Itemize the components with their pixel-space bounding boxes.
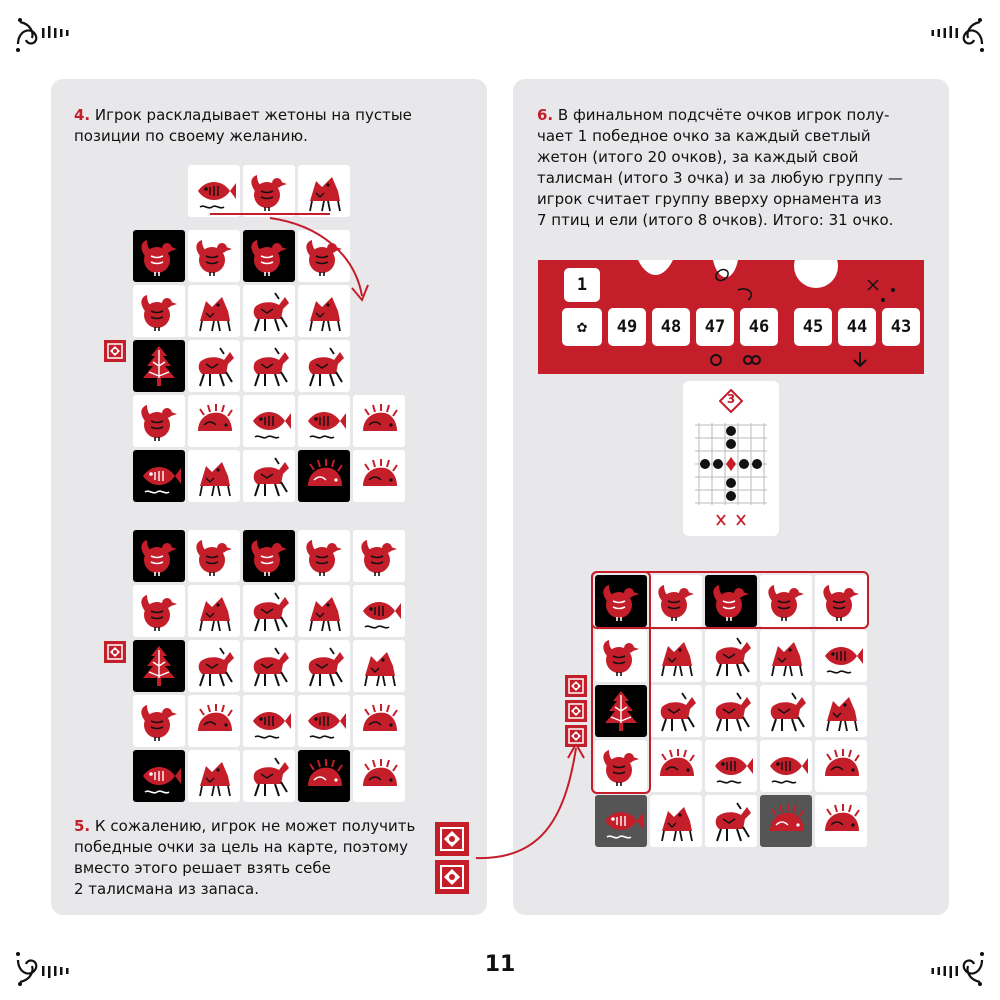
fox-tile bbox=[188, 450, 240, 502]
bird-tile bbox=[188, 230, 240, 282]
bird-icon bbox=[302, 234, 346, 278]
fish-tile bbox=[188, 165, 240, 217]
horse-tile bbox=[705, 630, 757, 682]
bird-icon bbox=[247, 234, 291, 278]
horse-tile bbox=[243, 450, 295, 502]
ornament-corner-top-left bbox=[12, 14, 82, 54]
fish-tile bbox=[595, 795, 647, 847]
bird-icon bbox=[357, 534, 401, 578]
hedgehog-icon bbox=[302, 454, 346, 498]
horse-tile bbox=[188, 340, 240, 392]
ornament-corner-bottom-right bbox=[918, 950, 988, 990]
horse-tile bbox=[243, 285, 295, 337]
bird-icon bbox=[654, 579, 698, 623]
fish-tile bbox=[298, 695, 350, 747]
hedgehog-icon bbox=[357, 754, 401, 798]
score-box: 43 bbox=[882, 308, 920, 346]
fox-tile bbox=[188, 285, 240, 337]
step6-line: 7 птиц и ели (итого 8 очков). Итого: 31 очко. bbox=[537, 211, 894, 229]
bird-icon bbox=[764, 579, 808, 623]
bird-icon bbox=[599, 579, 643, 623]
score-box: 47 bbox=[696, 308, 734, 346]
horse-icon bbox=[654, 689, 698, 733]
horse-icon bbox=[764, 689, 808, 733]
arrow-down-icon bbox=[854, 352, 866, 366]
bird-tile bbox=[133, 395, 185, 447]
fish-icon bbox=[247, 699, 291, 743]
fish-tile bbox=[760, 740, 812, 792]
flower-icon: ✿ bbox=[576, 317, 588, 337]
fish-icon bbox=[302, 399, 346, 443]
tree-tile bbox=[133, 340, 185, 392]
fish-icon bbox=[302, 699, 346, 743]
fish-tile bbox=[133, 450, 185, 502]
fox-icon bbox=[302, 169, 346, 213]
hedgehog-icon bbox=[192, 399, 236, 443]
tree-icon bbox=[137, 644, 181, 688]
fox-icon bbox=[819, 689, 863, 733]
bird-tile bbox=[243, 530, 295, 582]
bird-tile bbox=[133, 585, 185, 637]
fox-tile bbox=[353, 640, 405, 692]
card-ornament bbox=[713, 513, 749, 527]
step4-text bbox=[74, 105, 474, 147]
fish-tile bbox=[133, 750, 185, 802]
horse-icon bbox=[247, 454, 291, 498]
bird-icon bbox=[192, 234, 236, 278]
horse-icon bbox=[192, 344, 236, 388]
hedgehog-tile bbox=[188, 695, 240, 747]
hedgehog-icon bbox=[819, 744, 863, 788]
bird-tile bbox=[298, 530, 350, 582]
horse-icon bbox=[709, 634, 753, 678]
horse-icon bbox=[247, 589, 291, 633]
fish-icon bbox=[137, 454, 181, 498]
step5-line: К сожалению, игрок не может получить bbox=[94, 817, 416, 835]
fox-tile bbox=[298, 585, 350, 637]
bird-tile bbox=[705, 575, 757, 627]
fox-tile bbox=[298, 165, 350, 217]
bird-tile bbox=[353, 530, 405, 582]
tree-icon bbox=[137, 344, 181, 388]
ornament-corner-bottom-left bbox=[12, 950, 82, 990]
step4-number: 4. bbox=[74, 106, 91, 124]
hedgehog-tile bbox=[353, 750, 405, 802]
hedgehog-icon bbox=[357, 399, 401, 443]
goal-card-points: 3 bbox=[726, 392, 736, 406]
horse-icon bbox=[302, 644, 346, 688]
step4-line: Игрок раскладывает жетоны на пустые bbox=[94, 106, 412, 124]
bird-icon bbox=[709, 579, 753, 623]
bird-tile bbox=[595, 740, 647, 792]
fox-tile bbox=[650, 630, 702, 682]
fox-tile bbox=[298, 285, 350, 337]
fish-tile bbox=[243, 695, 295, 747]
score-box: 49 bbox=[608, 308, 646, 346]
hedgehog-icon bbox=[764, 799, 808, 843]
goal-pattern bbox=[693, 421, 769, 507]
bird-tile bbox=[243, 230, 295, 282]
horse-icon bbox=[247, 289, 291, 333]
horse-icon bbox=[247, 644, 291, 688]
step6-text bbox=[537, 105, 937, 231]
step5-line: победные очки за цель на карте, поэтому bbox=[74, 838, 409, 856]
horse-icon bbox=[192, 644, 236, 688]
fox-tile bbox=[760, 630, 812, 682]
fish-icon bbox=[599, 799, 643, 843]
tree-tile bbox=[133, 640, 185, 692]
bird-tile bbox=[133, 230, 185, 282]
fish-tile bbox=[353, 585, 405, 637]
step5-number: 5. bbox=[74, 817, 91, 835]
step6-number: 6. bbox=[537, 106, 554, 124]
horse-icon bbox=[247, 754, 291, 798]
bird-tile bbox=[650, 575, 702, 627]
fox-tile bbox=[188, 750, 240, 802]
fox-icon bbox=[654, 634, 698, 678]
step6-line: игрок считает группу вверху орнамента из bbox=[537, 190, 882, 208]
horse-icon bbox=[302, 344, 346, 388]
talisman-icon bbox=[104, 641, 126, 663]
bird-icon bbox=[137, 234, 181, 278]
hedgehog-tile bbox=[353, 695, 405, 747]
horse-icon bbox=[709, 799, 753, 843]
horse-tile bbox=[243, 340, 295, 392]
fish-icon bbox=[192, 169, 236, 213]
bird-tile bbox=[595, 630, 647, 682]
fox-icon bbox=[764, 634, 808, 678]
fox-icon bbox=[192, 589, 236, 633]
hedgehog-tile bbox=[650, 740, 702, 792]
bird-icon bbox=[137, 289, 181, 333]
bird-tile bbox=[133, 695, 185, 747]
score-box: 1 bbox=[564, 268, 600, 302]
bird-icon bbox=[819, 579, 863, 623]
hedgehog-icon bbox=[192, 699, 236, 743]
hedgehog-tile bbox=[815, 795, 867, 847]
step4-line: позиции по своему желанию. bbox=[74, 127, 308, 145]
bird-tile bbox=[133, 285, 185, 337]
hedgehog-tile bbox=[353, 395, 405, 447]
horse-tile bbox=[298, 640, 350, 692]
fish-icon bbox=[764, 744, 808, 788]
fox-icon bbox=[192, 754, 236, 798]
bird-icon bbox=[137, 699, 181, 743]
talisman-icon bbox=[104, 340, 126, 362]
hedgehog-tile bbox=[188, 395, 240, 447]
tree-icon bbox=[599, 689, 643, 733]
score-box: 48 bbox=[652, 308, 690, 346]
horse-tile bbox=[760, 685, 812, 737]
bird-icon bbox=[137, 399, 181, 443]
talisman-icon bbox=[565, 725, 587, 747]
step5-line: вместо этого решает взять себе bbox=[74, 859, 331, 877]
horse-icon bbox=[709, 689, 753, 733]
star-box bbox=[562, 308, 602, 346]
bird-icon bbox=[192, 534, 236, 578]
fox-icon bbox=[654, 799, 698, 843]
fish-icon bbox=[137, 754, 181, 798]
bird-tile bbox=[815, 575, 867, 627]
score-track bbox=[538, 260, 924, 374]
bird-tile bbox=[595, 575, 647, 627]
fox-tile bbox=[188, 585, 240, 637]
bird-tile bbox=[188, 530, 240, 582]
fish-tile bbox=[705, 740, 757, 792]
hedgehog-tile bbox=[298, 450, 350, 502]
bird-icon bbox=[599, 634, 643, 678]
hedgehog-icon bbox=[357, 699, 401, 743]
fox-icon bbox=[302, 289, 346, 333]
fox-icon bbox=[302, 589, 346, 633]
hedgehog-tile bbox=[760, 795, 812, 847]
bird-icon bbox=[247, 534, 291, 578]
page-number: 11 bbox=[484, 952, 516, 977]
step6-line: чает 1 победное очко за каждый светлый bbox=[537, 127, 871, 145]
talisman-icon bbox=[435, 822, 469, 856]
fish-tile bbox=[815, 630, 867, 682]
hedgehog-icon bbox=[819, 799, 863, 843]
fish-icon bbox=[247, 399, 291, 443]
fish-tile bbox=[298, 395, 350, 447]
horse-tile bbox=[705, 685, 757, 737]
bird-icon bbox=[247, 169, 291, 213]
score-box: 46 bbox=[740, 308, 778, 346]
track-bottom-icons bbox=[538, 346, 924, 374]
horse-tile bbox=[298, 340, 350, 392]
score-box: 45 bbox=[794, 308, 832, 346]
bird-tile bbox=[298, 230, 350, 282]
hedgehog-icon bbox=[357, 454, 401, 498]
step5-line: 2 талисмана из запаса. bbox=[74, 880, 259, 898]
horse-tile bbox=[243, 640, 295, 692]
horse-tile bbox=[188, 640, 240, 692]
talisman-icon bbox=[435, 860, 469, 894]
fox-icon bbox=[192, 289, 236, 333]
bird-icon bbox=[599, 744, 643, 788]
bird-tile bbox=[760, 575, 812, 627]
bird-tile bbox=[243, 165, 295, 217]
bird-icon bbox=[302, 534, 346, 578]
hedgehog-icon bbox=[654, 744, 698, 788]
talisman-icon bbox=[565, 700, 587, 722]
talisman-icon bbox=[565, 675, 587, 697]
step6-line: В финальном подсчёте очков игрок полу- bbox=[557, 106, 890, 124]
ornament-corner-top-right bbox=[918, 14, 988, 54]
circle-icon bbox=[711, 355, 721, 365]
bird-icon bbox=[137, 589, 181, 633]
hedgehog-icon bbox=[302, 754, 346, 798]
hedgehog-tile bbox=[298, 750, 350, 802]
step6-line: талисман (итого 3 очка) и за любую группу — bbox=[537, 169, 903, 187]
horse-tile bbox=[705, 795, 757, 847]
hedgehog-tile bbox=[815, 740, 867, 792]
fox-icon bbox=[192, 454, 236, 498]
step5-text bbox=[74, 816, 434, 900]
goal-card bbox=[683, 381, 779, 536]
fox-tile bbox=[815, 685, 867, 737]
tree-tile bbox=[595, 685, 647, 737]
fox-tile bbox=[650, 795, 702, 847]
horse-tile bbox=[243, 585, 295, 637]
hedgehog-tile bbox=[353, 450, 405, 502]
bird-icon bbox=[137, 534, 181, 578]
fox-icon bbox=[357, 644, 401, 688]
fish-icon bbox=[709, 744, 753, 788]
fish-icon bbox=[819, 634, 863, 678]
score-box: 44 bbox=[838, 308, 876, 346]
horse-tile bbox=[650, 685, 702, 737]
horse-icon bbox=[247, 344, 291, 388]
fish-icon bbox=[357, 589, 401, 633]
fish-tile bbox=[243, 395, 295, 447]
bird-tile bbox=[133, 530, 185, 582]
horse-tile bbox=[243, 750, 295, 802]
link-icon bbox=[744, 356, 760, 364]
step6-line: жетон (итого 20 очков), за каждый свой bbox=[537, 148, 859, 166]
